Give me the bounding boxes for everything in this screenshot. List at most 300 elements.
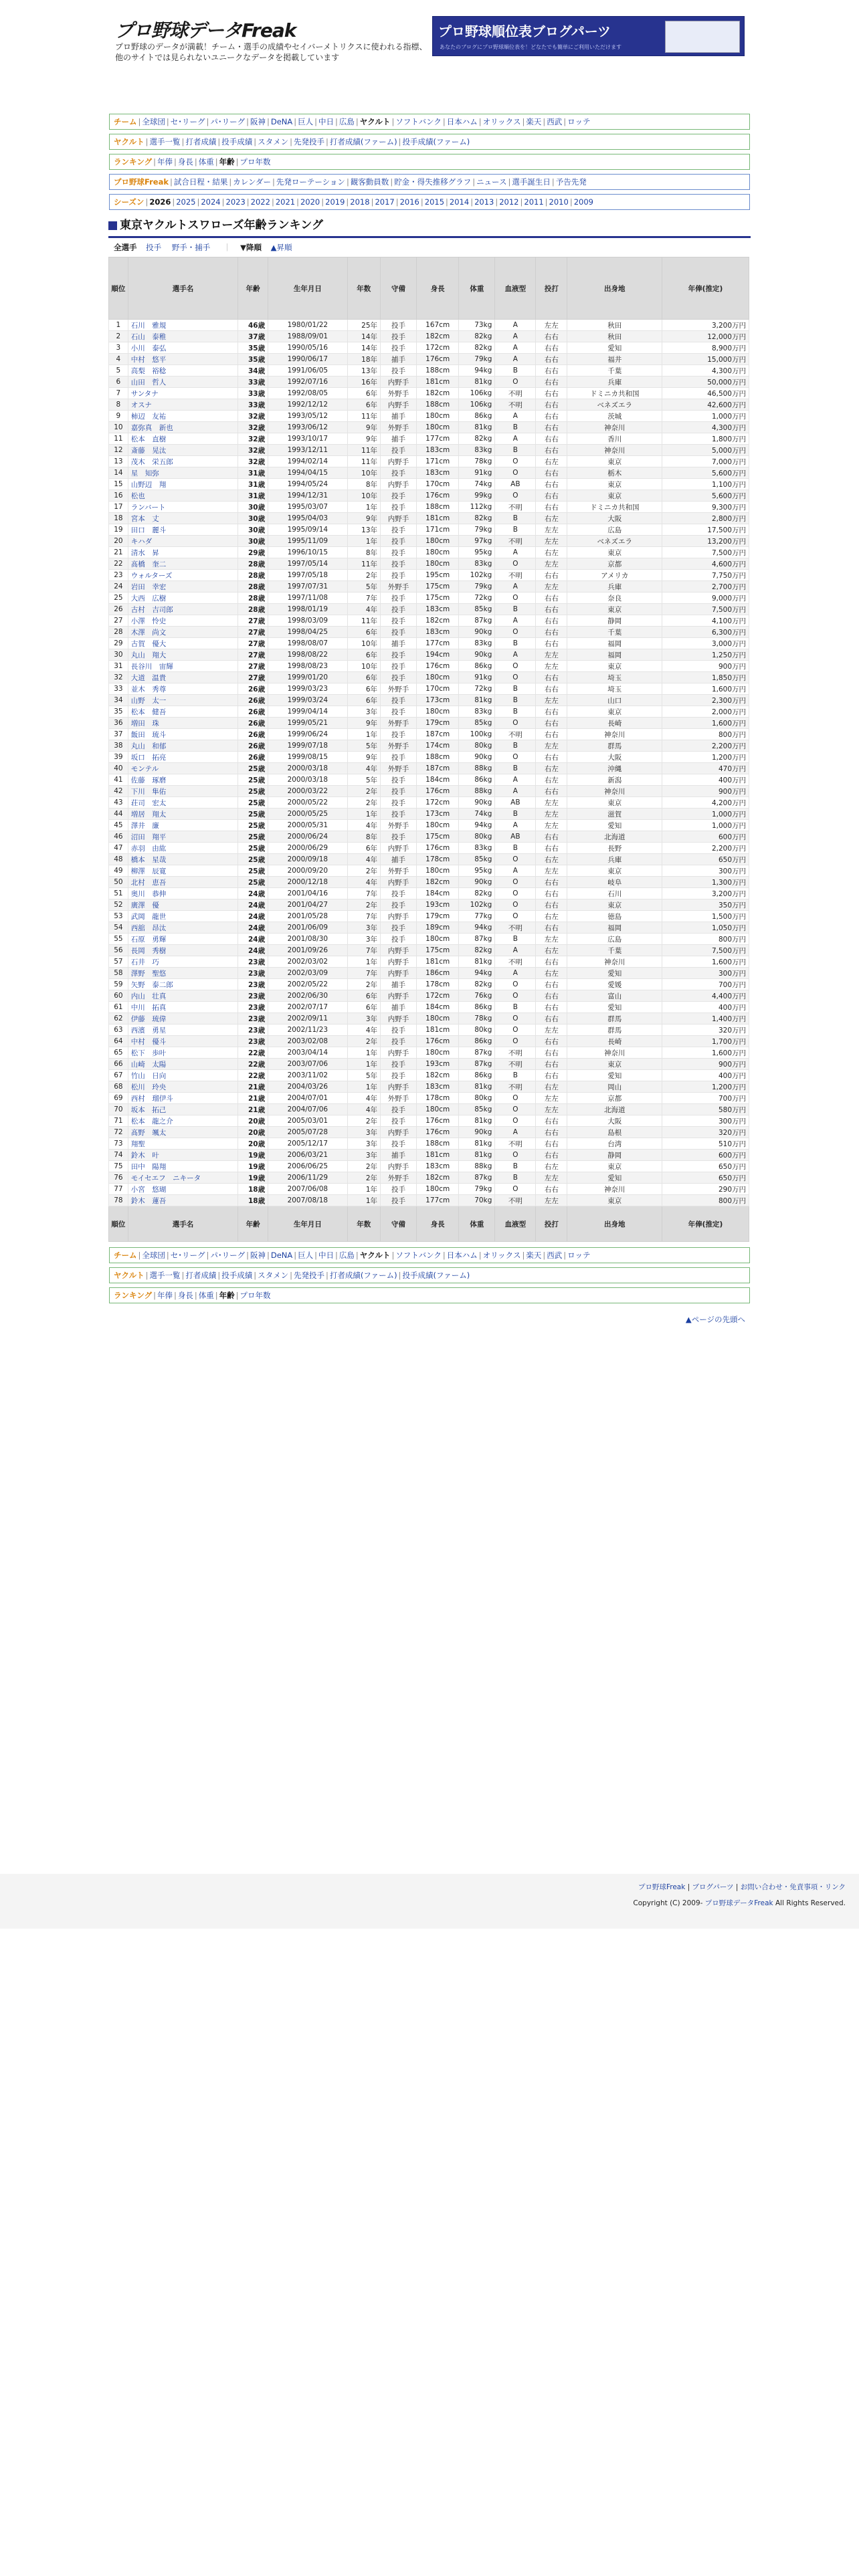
nav-freak-item[interactable]: カレンダー xyxy=(233,177,272,187)
cell-4: 1年 xyxy=(347,536,380,547)
nav-season-item[interactable]: 2016 xyxy=(399,197,419,207)
cell-9: 左左 xyxy=(536,1195,567,1206)
nav-team-bottom-item[interactable]: 巨人 xyxy=(298,1251,314,1260)
player-name-link[interactable]: 松本 龍之介 xyxy=(130,1117,173,1125)
nav-season-item[interactable]: 2009 xyxy=(573,197,593,207)
player-name-link[interactable]: 西舘 昂汰 xyxy=(130,924,167,932)
player-name-link[interactable]: 田口 麗斗 xyxy=(130,526,167,534)
table-row xyxy=(109,752,749,763)
nav-team-bottom-item[interactable]: 日本ハム xyxy=(446,1251,478,1260)
nav-team-bottom-item[interactable]: ソフトバンク xyxy=(395,1251,442,1260)
nav-team-item[interactable]: ヤクルト xyxy=(359,117,391,126)
cell-10: 山口 xyxy=(567,695,662,706)
player-name-link[interactable]: 石川 雅規 xyxy=(130,321,167,330)
nav-freak-item[interactable]: 貯金・得失推移グラフ xyxy=(394,177,472,187)
nav-season-item[interactable]: 2018 xyxy=(350,197,370,207)
nav-team-bottom-item[interactable]: DeNA xyxy=(270,1251,293,1260)
nav-ranking-bottom-item[interactable]: 身長 xyxy=(177,1291,193,1300)
player-name-link[interactable]: 長岡 秀樹 xyxy=(130,946,167,955)
table-row xyxy=(109,695,749,706)
column-header: 生年月日 xyxy=(268,1206,347,1242)
nav-yakult-bottom-item[interactable]: 投手成績 xyxy=(221,1271,253,1280)
cell-3: 2000/03/18 xyxy=(268,774,347,786)
player-name-link[interactable]: 高梨 裕稔 xyxy=(130,366,167,375)
cell-7: 90kg xyxy=(459,649,495,661)
cell-7: 73kg xyxy=(459,320,495,331)
cell-6: 170cm xyxy=(417,479,459,490)
table-header xyxy=(109,257,749,320)
cell-11: 300万円 xyxy=(662,865,749,877)
cell-7: 79kg xyxy=(459,581,495,593)
nav-ranking-item[interactable]: プロ年数 xyxy=(240,157,271,167)
player-name-link[interactable]: 北村 恵吾 xyxy=(130,878,167,887)
cell-4: 11年 xyxy=(347,445,380,456)
nav-yakult-bottom-item[interactable]: 先発投手 xyxy=(294,1271,325,1280)
cell-10: 千葉 xyxy=(567,627,662,638)
cell-4: 7年 xyxy=(347,911,380,922)
player-name-link[interactable]: 山野辺 翔 xyxy=(130,480,167,489)
player-name-link[interactable]: 西濱 勇星 xyxy=(130,1026,167,1035)
nav-season-label[interactable]: シーズン xyxy=(114,197,145,207)
player-name-link[interactable]: キハダ xyxy=(130,537,153,546)
nav-yakult-item[interactable]: 投手成績(ファーム) xyxy=(402,137,470,146)
cell-3: 1992/12/12 xyxy=(268,399,347,411)
nav-team-bottom-item[interactable]: 全球団 xyxy=(142,1251,165,1260)
cell-11: 1,200万円 xyxy=(662,1081,749,1093)
nav-freak-item[interactable]: 予告先発 xyxy=(555,177,587,187)
nav-yakult-bottom-item[interactable]: 選手一覧 xyxy=(149,1271,181,1280)
cell-4: 4年 xyxy=(347,1025,380,1036)
nav-season-item[interactable]: 2011 xyxy=(524,197,544,207)
nav-team-bottom-item[interactable]: パ･リーグ xyxy=(210,1251,246,1260)
player-name-link[interactable]: 岩田 幸宏 xyxy=(130,582,167,591)
player-name-link[interactable]: 石井 巧 xyxy=(130,958,159,966)
cell-2: 28歳 xyxy=(238,581,268,593)
table-row xyxy=(109,536,749,547)
cell-8: A xyxy=(495,581,536,593)
cell-6: 193cm xyxy=(417,899,459,911)
cell-10: 東京 xyxy=(567,899,662,911)
cell-7: 83kg xyxy=(459,558,495,570)
player-name-link[interactable]: 小川 泰弘 xyxy=(130,344,167,352)
cell-4: 11年 xyxy=(347,615,380,627)
player-name-link[interactable]: 伊藤 琉偉 xyxy=(130,1014,167,1023)
cell-4: 1年 xyxy=(347,502,380,513)
nav-freak-item[interactable]: 試合日程・結果 xyxy=(173,177,228,187)
player-name-link[interactable]: 矢野 泰二郎 xyxy=(130,980,173,989)
player-name-link[interactable]: 荘司 宏太 xyxy=(130,798,167,807)
player-name-link[interactable]: サンタナ xyxy=(130,389,159,398)
cell-6: 181cm xyxy=(417,956,459,968)
player-name-link[interactable]: 鈴木 蓮吾 xyxy=(130,1196,167,1205)
cell-11: 7,500万円 xyxy=(662,604,749,615)
nav-yakult-item[interactable]: 先発投手 xyxy=(294,137,325,146)
cell-3: 2002/07/17 xyxy=(268,1002,347,1013)
cell-8: A xyxy=(495,786,536,797)
player-name-link[interactable]: 大西 広樹 xyxy=(130,594,167,603)
cell-6: 179cm xyxy=(417,718,459,729)
filter-all[interactable]: 全選手 xyxy=(114,243,137,252)
player-name-link[interactable]: 丸山 翔大 xyxy=(130,651,167,659)
table-row xyxy=(109,922,749,934)
nav-team-item[interactable]: ソフトバンク xyxy=(395,117,442,126)
nav-season-item[interactable]: 2021 xyxy=(275,197,296,207)
cell-3: 2002/03/02 xyxy=(268,956,347,968)
nav-season-item[interactable]: 2014 xyxy=(449,197,470,207)
player-name-link[interactable]: 髙野 颯太 xyxy=(130,1128,167,1137)
cell-5: 外野手 xyxy=(381,740,417,752)
nav-ranking-item[interactable]: 身長 xyxy=(177,157,193,167)
player-name-link[interactable]: 大道 温貴 xyxy=(130,673,167,682)
player-name-link[interactable]: 橋本 星哉 xyxy=(130,855,167,864)
player-name-link[interactable]: 増田 珠 xyxy=(130,719,159,728)
footer-link-freak[interactable]: プロ野球Freak xyxy=(638,1883,686,1891)
nav-team-label[interactable]: チーム xyxy=(114,117,137,126)
player-name-link[interactable]: 山崎 太陽 xyxy=(130,1060,167,1069)
nav-ranking-item[interactable]: 年齢 xyxy=(219,157,235,167)
cell-3: 1993/05/12 xyxy=(268,411,347,422)
nav-team-item[interactable]: オリックス xyxy=(482,117,521,126)
cell-3: 2007/08/18 xyxy=(268,1195,347,1206)
cell-8: O xyxy=(495,899,536,911)
nav-ranking-bottom-item[interactable]: プロ年数 xyxy=(240,1291,271,1300)
player-name-link[interactable]: 坂本 拓己 xyxy=(130,1105,167,1114)
cell-10: 長崎 xyxy=(567,718,662,729)
site-logo[interactable]: プロ野球データFreak xyxy=(115,19,296,41)
cell-7: 100kg xyxy=(459,729,495,740)
sort-desc[interactable]: ▼降順 xyxy=(240,243,262,252)
footer-link-contact[interactable]: お問い合わせ・免責事項・リンク xyxy=(740,1883,846,1891)
cell-3: 1993/10/17 xyxy=(268,433,347,445)
banner-title: プロ野球順位表ブログパーツ xyxy=(438,23,611,39)
nav-freak-item[interactable]: ニュース xyxy=(476,177,507,187)
cell-10: 長崎 xyxy=(567,1036,662,1047)
cell-3: 2000/03/22 xyxy=(268,786,347,797)
player-name-link[interactable]: 奥川 恭伸 xyxy=(130,889,167,898)
cell-10: 兵庫 xyxy=(567,377,662,388)
cell-9: 右右 xyxy=(536,411,567,422)
player-name-link[interactable]: 古村 吉司郎 xyxy=(130,605,173,614)
nav-freak: プロ野球Freak | 試合日程・結果 | カレンダー | 先発ローテーション | 観客動員数 | 貯金・得失推移グラフ | ニュース | 選手誕生日 | 予告先発 xyxy=(109,174,750,190)
player-name-link[interactable]: 宮本 丈 xyxy=(130,514,159,523)
nav-team-item[interactable]: 巨人 xyxy=(298,117,314,126)
cell-0: 59 xyxy=(109,979,128,990)
nav-season-item[interactable]: 2012 xyxy=(499,197,519,207)
cell-6: 177cm xyxy=(417,638,459,649)
cell-6: 188cm xyxy=(417,365,459,377)
cell-7: 91kg xyxy=(459,467,495,479)
nav-ranking-label[interactable]: ランキング xyxy=(114,157,153,167)
nav-season-item[interactable]: 2015 xyxy=(424,197,445,207)
nav-team-bottom-item[interactable]: 西武 xyxy=(547,1251,563,1260)
player-name-link[interactable]: ウォルターズ xyxy=(130,571,173,580)
site-tagline: プロ野球のデータが満載！チーム・選手の成績やセイバーメトリクスに使われる指標、他のサイトでは見られないユニークなデータを掲載しています xyxy=(115,42,427,62)
cell-9: 右右 xyxy=(536,638,567,649)
cell-7: 86kg xyxy=(459,1070,495,1081)
player-name-link[interactable]: 石山 泰稚 xyxy=(130,332,167,341)
nav-team-item[interactable]: 中日 xyxy=(318,117,335,126)
cell-10: 東京 xyxy=(567,1059,662,1070)
cell-11: 7,000万円 xyxy=(662,456,749,467)
cell-2: 27歳 xyxy=(238,638,268,649)
cell-2: 29歳 xyxy=(238,547,268,558)
cell-2: 24歳 xyxy=(238,888,268,899)
player-name-link[interactable]: 増居 翔太 xyxy=(130,810,167,819)
player-name-link[interactable]: 澤野 聖悠 xyxy=(130,969,167,978)
player-name-link[interactable]: 飯田 琉斗 xyxy=(130,730,167,739)
nav-season-item[interactable]: 2019 xyxy=(325,197,345,207)
cell-4: 6年 xyxy=(347,843,380,854)
nav-season-item[interactable]: 2010 xyxy=(549,197,569,207)
table-footer xyxy=(109,1206,749,1242)
nav-team-bottom-label[interactable]: チーム xyxy=(114,1251,137,1260)
cell-10: 秋田 xyxy=(567,320,662,331)
player-name-link[interactable]: 松本 直樹 xyxy=(130,435,167,443)
player-name-link[interactable]: ランバート xyxy=(130,503,166,512)
blog-parts-banner[interactable] xyxy=(432,16,745,56)
nav-team-item[interactable]: 全球団 xyxy=(142,117,165,126)
cell-7: 82kg xyxy=(459,433,495,445)
nav-season-item[interactable]: 2024 xyxy=(201,197,221,207)
player-name-link[interactable]: モイセエフ ニキータ xyxy=(130,1174,201,1182)
nav-team-item[interactable]: 広島 xyxy=(339,117,355,126)
nav-season-item[interactable]: 2025 xyxy=(176,197,196,207)
table-row xyxy=(109,786,749,797)
nav-freak-item[interactable]: 選手誕生日 xyxy=(512,177,551,187)
cell-7: 80kg xyxy=(459,1093,495,1104)
cell-2: 30歳 xyxy=(238,502,268,513)
cell-0: 61 xyxy=(109,1002,128,1013)
player-name-link[interactable]: 柳澤 辰寛 xyxy=(130,867,167,875)
filter-fielder[interactable]: 野手・捕手 xyxy=(171,243,211,252)
nav-ranking-bottom-label[interactable]: ランキング xyxy=(114,1291,153,1300)
cell-0: 75 xyxy=(109,1161,128,1172)
cell-0: 22 xyxy=(109,558,128,570)
cell-2: 25歳 xyxy=(238,809,268,820)
cell-11: 13,200万円 xyxy=(662,536,749,547)
cell-10: 愛媛 xyxy=(567,979,662,990)
footer-brand-link[interactable]: プロ野球データFreak xyxy=(704,1899,773,1907)
nav-team-bottom-item[interactable]: 阪神 xyxy=(250,1251,266,1260)
cell-11: 290万円 xyxy=(662,1184,749,1195)
cell-9: 右右 xyxy=(536,331,567,342)
cell-11: 580万円 xyxy=(662,1104,749,1115)
nav-team-bottom-item[interactable]: ロッテ xyxy=(567,1251,591,1260)
nav-season-item[interactable]: 2013 xyxy=(474,197,494,207)
player-name-link[interactable]: 沼田 翔平 xyxy=(130,833,167,841)
column-header: 投打 xyxy=(536,1206,567,1242)
nav-yakult-item[interactable]: 投手成績 xyxy=(221,137,253,146)
footer-link-blogparts[interactable]: ブログパーツ xyxy=(692,1883,734,1891)
nav-ranking-bottom-item[interactable]: 体重 xyxy=(198,1291,214,1300)
player-name-link[interactable]: 嘉弥真 新也 xyxy=(130,423,173,432)
nav-team-item[interactable]: DeNA xyxy=(270,117,293,126)
nav-yakult-bottom-label[interactable]: ヤクルト xyxy=(114,1271,145,1280)
cell-0: 39 xyxy=(109,752,128,763)
nav-team-item[interactable]: 西武 xyxy=(547,117,563,126)
player-name-link[interactable]: 茂木 栄五郎 xyxy=(130,457,173,466)
cell-0: 2 xyxy=(109,331,128,342)
nav-team-bottom-item[interactable]: オリックス xyxy=(482,1251,521,1260)
nav-freak-label[interactable]: プロ野球Freak xyxy=(114,177,169,187)
cell-10: 東京 xyxy=(567,456,662,467)
filter-pitcher[interactable]: 投手 xyxy=(146,243,162,252)
nav-yakult-bottom-item[interactable]: 打者成績(ファーム) xyxy=(329,1271,397,1280)
cell-8: 不明 xyxy=(495,729,536,740)
cell-11: 2,800万円 xyxy=(662,513,749,524)
cell-7: 102kg xyxy=(459,570,495,581)
nav-team-bottom-item[interactable]: ヤクルト xyxy=(359,1251,391,1260)
cell-11: 1,000万円 xyxy=(662,411,749,422)
player-name-link[interactable]: モンテル xyxy=(130,764,159,773)
cell-5: 投手 xyxy=(381,1115,417,1127)
player-name-link[interactable]: 赤羽 由紘 xyxy=(130,844,167,853)
cell-6: 182cm xyxy=(417,331,459,342)
player-name-link[interactable]: 斎藤 晃汰 xyxy=(130,446,167,455)
player-name-link[interactable]: 西村 瑠伊斗 xyxy=(130,1094,173,1103)
player-name-link[interactable]: 澤井 廉 xyxy=(130,821,159,830)
player-name-link[interactable]: 内山 壮真 xyxy=(130,992,167,1000)
cell-5: 外野手 xyxy=(381,683,417,695)
cell-7: 90kg xyxy=(459,877,495,888)
table-body xyxy=(109,320,749,1206)
cell-0: 34 xyxy=(109,695,128,706)
player-name-link[interactable]: 坂口 拓亮 xyxy=(130,753,167,762)
nav-season-item[interactable]: 2020 xyxy=(300,197,320,207)
player-name-link[interactable]: 星 知弥 xyxy=(130,469,159,477)
player-name-link[interactable]: 中村 悠平 xyxy=(130,355,167,364)
cell-5: 捕手 xyxy=(381,854,417,865)
player-name-link[interactable]: 翔聖 xyxy=(130,1140,145,1148)
player-name-link[interactable]: 山野 太一 xyxy=(130,696,167,705)
cell-4: 5年 xyxy=(347,581,380,593)
cell-4: 7年 xyxy=(347,945,380,956)
player-name-link[interactable]: 武岡 龍世 xyxy=(130,912,167,921)
player-name-link[interactable]: 山田 哲人 xyxy=(130,378,167,387)
player-name-link[interactable]: 松也 xyxy=(130,492,145,500)
nav-team-item[interactable]: パ･リーグ xyxy=(210,117,246,126)
player-name-link[interactable]: 廣澤 優 xyxy=(130,901,159,909)
nav-team-item[interactable]: ロッテ xyxy=(567,117,591,126)
nav-team-item[interactable]: 日本ハム xyxy=(446,117,478,126)
cell-0: 21 xyxy=(109,547,128,558)
table-row xyxy=(109,377,749,388)
cell-7: 88kg xyxy=(459,763,495,774)
cell-5: 捕手 xyxy=(381,979,417,990)
sort-asc[interactable]: ▲昇順 xyxy=(270,243,292,252)
nav-team-item[interactable]: 楽天 xyxy=(526,117,542,126)
player-name-link[interactable]: 木澤 尚文 xyxy=(130,628,167,637)
player-name-link[interactable]: 中川 拓真 xyxy=(130,1003,167,1012)
cell-5: 内野手 xyxy=(381,1047,417,1059)
nav-freak-item[interactable]: 先発ローテーション xyxy=(276,177,345,187)
nav-team-item[interactable]: セ･リーグ xyxy=(170,117,205,126)
player-name-link[interactable]: 柿辺 友祐 xyxy=(130,412,167,421)
nav-ranking-item[interactable]: 年俸 xyxy=(157,157,173,167)
player-name-link[interactable]: 髙橋 奎二 xyxy=(130,560,167,568)
player-name-link[interactable]: 中村 優斗 xyxy=(130,1037,167,1046)
nav-yakult-item[interactable]: スタメン xyxy=(258,137,289,146)
player-name-link[interactable]: 佐藤 琢磨 xyxy=(130,776,167,784)
cell-4: 1年 xyxy=(347,809,380,820)
cell-8: A xyxy=(495,331,536,342)
player-name-link[interactable]: 松川 玲央 xyxy=(130,1083,167,1091)
cell-9: 右右 xyxy=(536,1059,567,1070)
nav-freak-item[interactable]: 観客動員数 xyxy=(350,177,389,187)
cell-11: 1,600万円 xyxy=(662,1047,749,1059)
nav-yakult-bottom-item[interactable]: 投手成績(ファーム) xyxy=(402,1271,470,1280)
cell-8: AB xyxy=(495,797,536,809)
cell-3: 1999/07/18 xyxy=(268,740,347,752)
nav-team-item[interactable]: 阪神 xyxy=(250,117,266,126)
nav-yakult-bottom: ヤクルト | 選手一覧 | 打者成績 | 投手成績 | スタメン | 先発投手 | 打者成績(ファーム) | 投手成績(ファーム) xyxy=(109,1267,750,1283)
player-name-link[interactable]: 下川 隼佑 xyxy=(130,787,167,796)
nav-yakult-item[interactable]: 選手一覧 xyxy=(149,137,181,146)
nav-team-bottom-item[interactable]: 中日 xyxy=(318,1251,335,1260)
cell-8: 不明 xyxy=(495,1059,536,1070)
cell-9: 右右 xyxy=(536,377,567,388)
nav-yakult-item[interactable]: 打者成績(ファーム) xyxy=(329,137,397,146)
cell-2: 33歳 xyxy=(238,388,268,399)
player-name-link[interactable]: 竹山 日向 xyxy=(130,1071,167,1080)
player-name-link[interactable]: 松下 歩叶 xyxy=(130,1049,167,1057)
nav-yakult-item[interactable]: 打者成績 xyxy=(185,137,217,146)
nav-ranking-bottom-item[interactable]: 年俸 xyxy=(157,1291,173,1300)
player-name-link[interactable]: 古賀 優大 xyxy=(130,639,167,648)
column-header: 年数 xyxy=(347,1206,380,1242)
player-name-link[interactable]: オスナ xyxy=(130,401,152,409)
nav-ranking-bottom-item[interactable]: 年齢 xyxy=(219,1291,235,1300)
nav-yakult-bottom-item[interactable]: スタメン xyxy=(258,1271,289,1280)
nav-ranking-item[interactable]: 体重 xyxy=(198,157,214,167)
cell-11: 1,300万円 xyxy=(662,877,749,888)
cell-0: 67 xyxy=(109,1070,128,1081)
nav-team-bottom-item[interactable]: セ･リーグ xyxy=(170,1251,205,1260)
nav-season-item[interactable]: 2017 xyxy=(375,197,395,207)
cell-11: 650万円 xyxy=(662,854,749,865)
nav-season-item[interactable]: 2022 xyxy=(250,197,270,207)
cell-3: 2002/05/22 xyxy=(268,979,347,990)
cell-5: 内野手 xyxy=(381,1013,417,1025)
player-name-link[interactable]: 小澤 怜史 xyxy=(130,617,167,625)
nav-team-bottom-item[interactable]: 楽天 xyxy=(526,1251,542,1260)
player-name-link[interactable]: 並木 秀尊 xyxy=(130,685,167,693)
player-name-link[interactable]: 清水 昇 xyxy=(130,548,159,557)
cell-0: 35 xyxy=(109,706,128,718)
player-name-link[interactable]: 石原 勇輝 xyxy=(130,935,167,944)
page-top-link[interactable]: ▲ページの先頭へ xyxy=(685,1315,745,1324)
nav-season-item[interactable]: 2023 xyxy=(225,197,246,207)
table-row xyxy=(109,411,749,422)
nav-season-item[interactable]: 2026 xyxy=(149,197,171,207)
player-name-link[interactable]: 長谷川 宙輝 xyxy=(130,662,173,671)
cell-0: 14 xyxy=(109,467,128,479)
player-name-link[interactable]: 小宮 悠瑚 xyxy=(130,1185,167,1194)
player-name-link[interactable]: 松本 健吾 xyxy=(130,708,167,716)
cell-3: 1995/09/14 xyxy=(268,524,347,536)
nav-team-bottom-item[interactable]: 広島 xyxy=(339,1251,355,1260)
cell-7: 86kg xyxy=(459,774,495,786)
cell-3: 2002/09/11 xyxy=(268,1013,347,1025)
cell-3: 1999/01/20 xyxy=(268,672,347,683)
nav-yakult-label[interactable]: ヤクルト xyxy=(114,137,145,146)
nav-yakult-bottom-item[interactable]: 打者成績 xyxy=(185,1271,217,1280)
cell-5: 内野手 xyxy=(381,399,417,411)
table-row xyxy=(109,1115,749,1127)
player-name-link[interactable]: 田中 陽翔 xyxy=(130,1162,167,1171)
player-name-link[interactable]: 丸山 和郁 xyxy=(130,742,167,750)
player-name-link[interactable]: 鈴木 叶 xyxy=(130,1151,159,1160)
